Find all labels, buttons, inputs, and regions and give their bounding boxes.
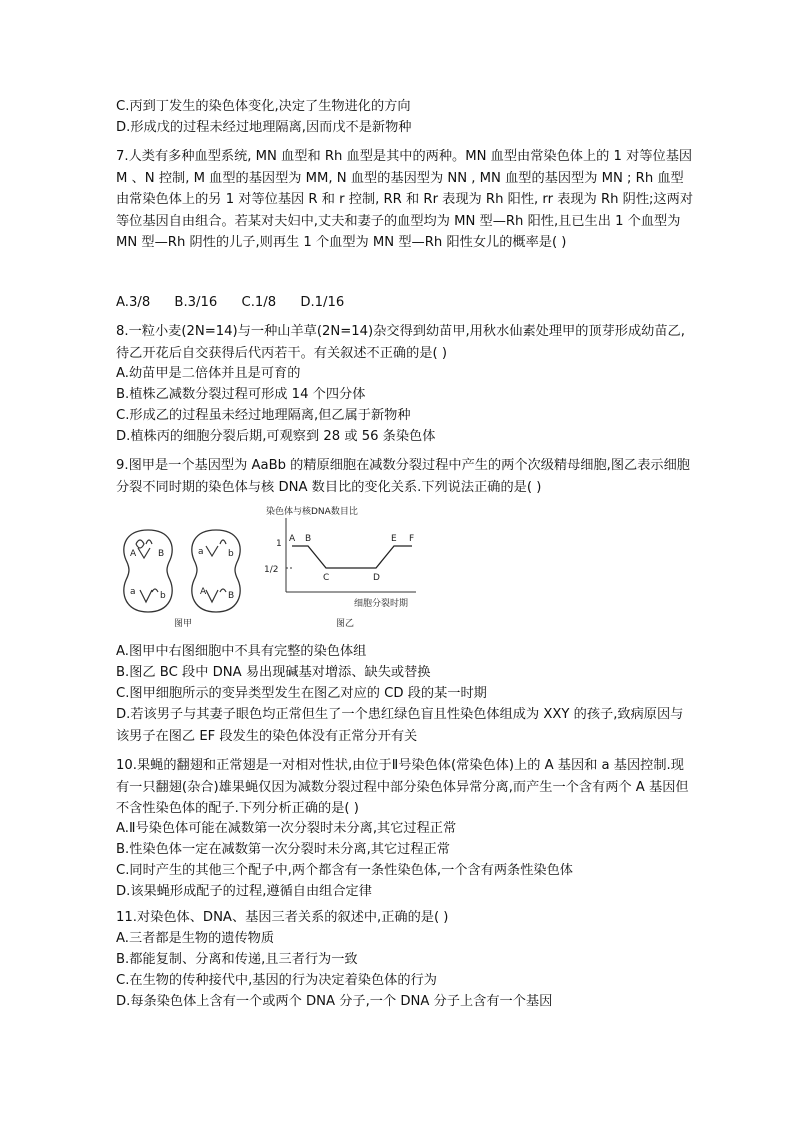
figure-jia [124,530,240,629]
figure-yi-xlabel: 细胞分裂时期 [354,599,409,609]
right-gene-A-label: A [200,587,207,597]
q8-option-b: B.植株乙减数分裂过程可形成 14 个四分体 [116,387,366,402]
q11-option-b: B.都能复制、分离和传递,且三者行为一致 [116,952,358,967]
figure-yi [264,506,416,629]
q6-option-c: C.丙到丁发生的染色体变化,决定了生物进化的方向 [116,99,411,114]
q9-stem: 9.图甲是一个基因型为 AaBb 的精原细胞在减数分裂过程中产生的两个次级精母细胞,图乙表示细胞分裂不同时期的染色体与核 DNA 数目比的变化关系.下列说法正确的是( ) [116,458,690,495]
q11-option-a: A.三者都是生物的遗传物质 [116,931,275,946]
left-gene-A-label: A [130,549,137,559]
figure-yi-ylabel: 染色体与核DNA数目比 [266,507,358,517]
point-labels [289,534,414,583]
q8-option-c: C.形成乙的过程虽未经过地理隔离,但乙属于新物种 [116,408,411,423]
q6-option-d: D.形成戊的过程未经过地理隔离,因而戊不是新物种 [116,120,412,135]
q11-stem: 11.对染色体、DNA、基因三者关系的叙述中,正确的是( ) [116,910,449,925]
q9-option-c: C.图甲细胞所示的变异类型发生在图乙对应的 CD 段的某一时期 [116,686,487,701]
q10-option-b: B.性染色体一定在减数第一次分裂时未分离,其它过程正常 [116,842,450,857]
q7-option-b: B.3/16 [174,295,218,310]
point-label-D: D [373,573,380,583]
q7-option-d: D.1/16 [300,295,345,310]
q7-option-a: A.3/8 [116,295,151,310]
point-label-C: C [323,573,330,583]
ytick-half: 1/2 [264,565,279,575]
q8-option-a: A.幼苗甲是二倍体并且是可育的 [116,366,301,381]
left-chromosome-top [138,548,150,558]
point-label-B: B [305,534,312,544]
q8-option-d: D.植株丙的细胞分裂后期,可观察到 28 或 56 条染色体 [116,429,436,444]
q9-option-d: D.若该男子与其妻子眼色均正常但生了一个患红绿色盲且性染色体组成为 XXY 的孩子,致病原因与该男子在图乙 EF 段发生的染色体没有正常分开有关 [116,707,684,744]
q7-stem: 7.人类有多种血型系统, MN 血型和 Rh 血型是其中的两种。MN 血型由常染色体上的 1 对等位基因 M 、N 控制, M 血型的基因型为 MM, N 血型的基因型为 NN , MN 血型的基因型为 MN ; Rh 血型由常染色体上的另 1 对等位基因 R 和 r 控制, RR 和 Rr 表现为 Rh 阳性, rr 表现为 Rh 阴性;这两对等位基因自由组合。若某对夫妇中,丈夫和妻子的血型均为 MN 型—Rh 阳性,且已生出 1 个血型为 MN 型—Rh 阴性的儿子,则再生 1 个血型为 MN 型—Rh 阳性女儿的概率是( ) [116,149,694,250]
q11-option-d: D.每条染色体上含有一个或两个 DNA 分子,一个 DNA 分子上含有一个基因 [116,994,553,1009]
point-label-A: A [289,534,296,544]
q10-option-c: C.同时产生的其他三个配子中,两个都含有一条性染色体,一个含有两条性染色体 [116,863,573,878]
left-chromosome-bottom [140,589,158,602]
q11-option-c: C.在生物的传种接代中,基因的行为决定着染色体的行为 [116,973,437,988]
figure-jia-label: 图甲 [174,619,193,629]
figure-yi-label: 图乙 [336,619,355,629]
point-label-E: E [391,534,397,544]
right-gene-B-label: B [228,591,235,601]
ratio-line [292,546,412,568]
left-chromosome-a [136,540,152,548]
q7-option-c: C.1/8 [241,295,277,310]
right-gene-b-label: b [228,549,234,559]
left-gene-B-label: B [158,549,165,559]
right-gene-a-label: a [198,547,204,557]
q10-stem: 10.果蝇的翻翅和正常翅是一对相对性状,由位于Ⅱ号染色体(常染色体)上的 A 基因和 a 基因控制.现有一只翻翅(杂合)雄果蝇仅因为减数分裂过程中部分染色体异常分离,而产生一个含有两个 A 基因但不含性染色体的配子.下列分析正确的是( ) [116,758,689,816]
q10-option-a: A.Ⅱ号染色体可能在减数第一次分裂时未分离,其它过程正常 [116,821,457,836]
left-gene-a-label: a [130,587,136,597]
left-gene-b-label: b [160,591,166,601]
q9-option-a: A.图甲中右图细胞中不具有完整的染色体组 [116,644,367,659]
q8-stem: 8.一粒小麦(2N=14)与一种山羊草(2N=14)杂交得到幼苗甲,用秋水仙素处理甲的顶芽形成幼苗乙,待乙开花后自交获得后代丙若干。有关叙述不正确的是( ) [116,324,685,361]
right-chromosome-bottom [206,589,226,602]
ytick-1: 1 [276,539,282,549]
right-chromosome-top [206,540,226,556]
q9-option-b: B.图乙 BC 段中 DNA 易出现碱基对增添、缺失或替换 [116,665,431,680]
q9-figure [116,506,436,630]
point-label-F: F [409,534,415,544]
q7-options [116,292,364,314]
q10-option-d: D.该果蝇形成配子的过程,遵循自由组合定律 [116,884,372,899]
